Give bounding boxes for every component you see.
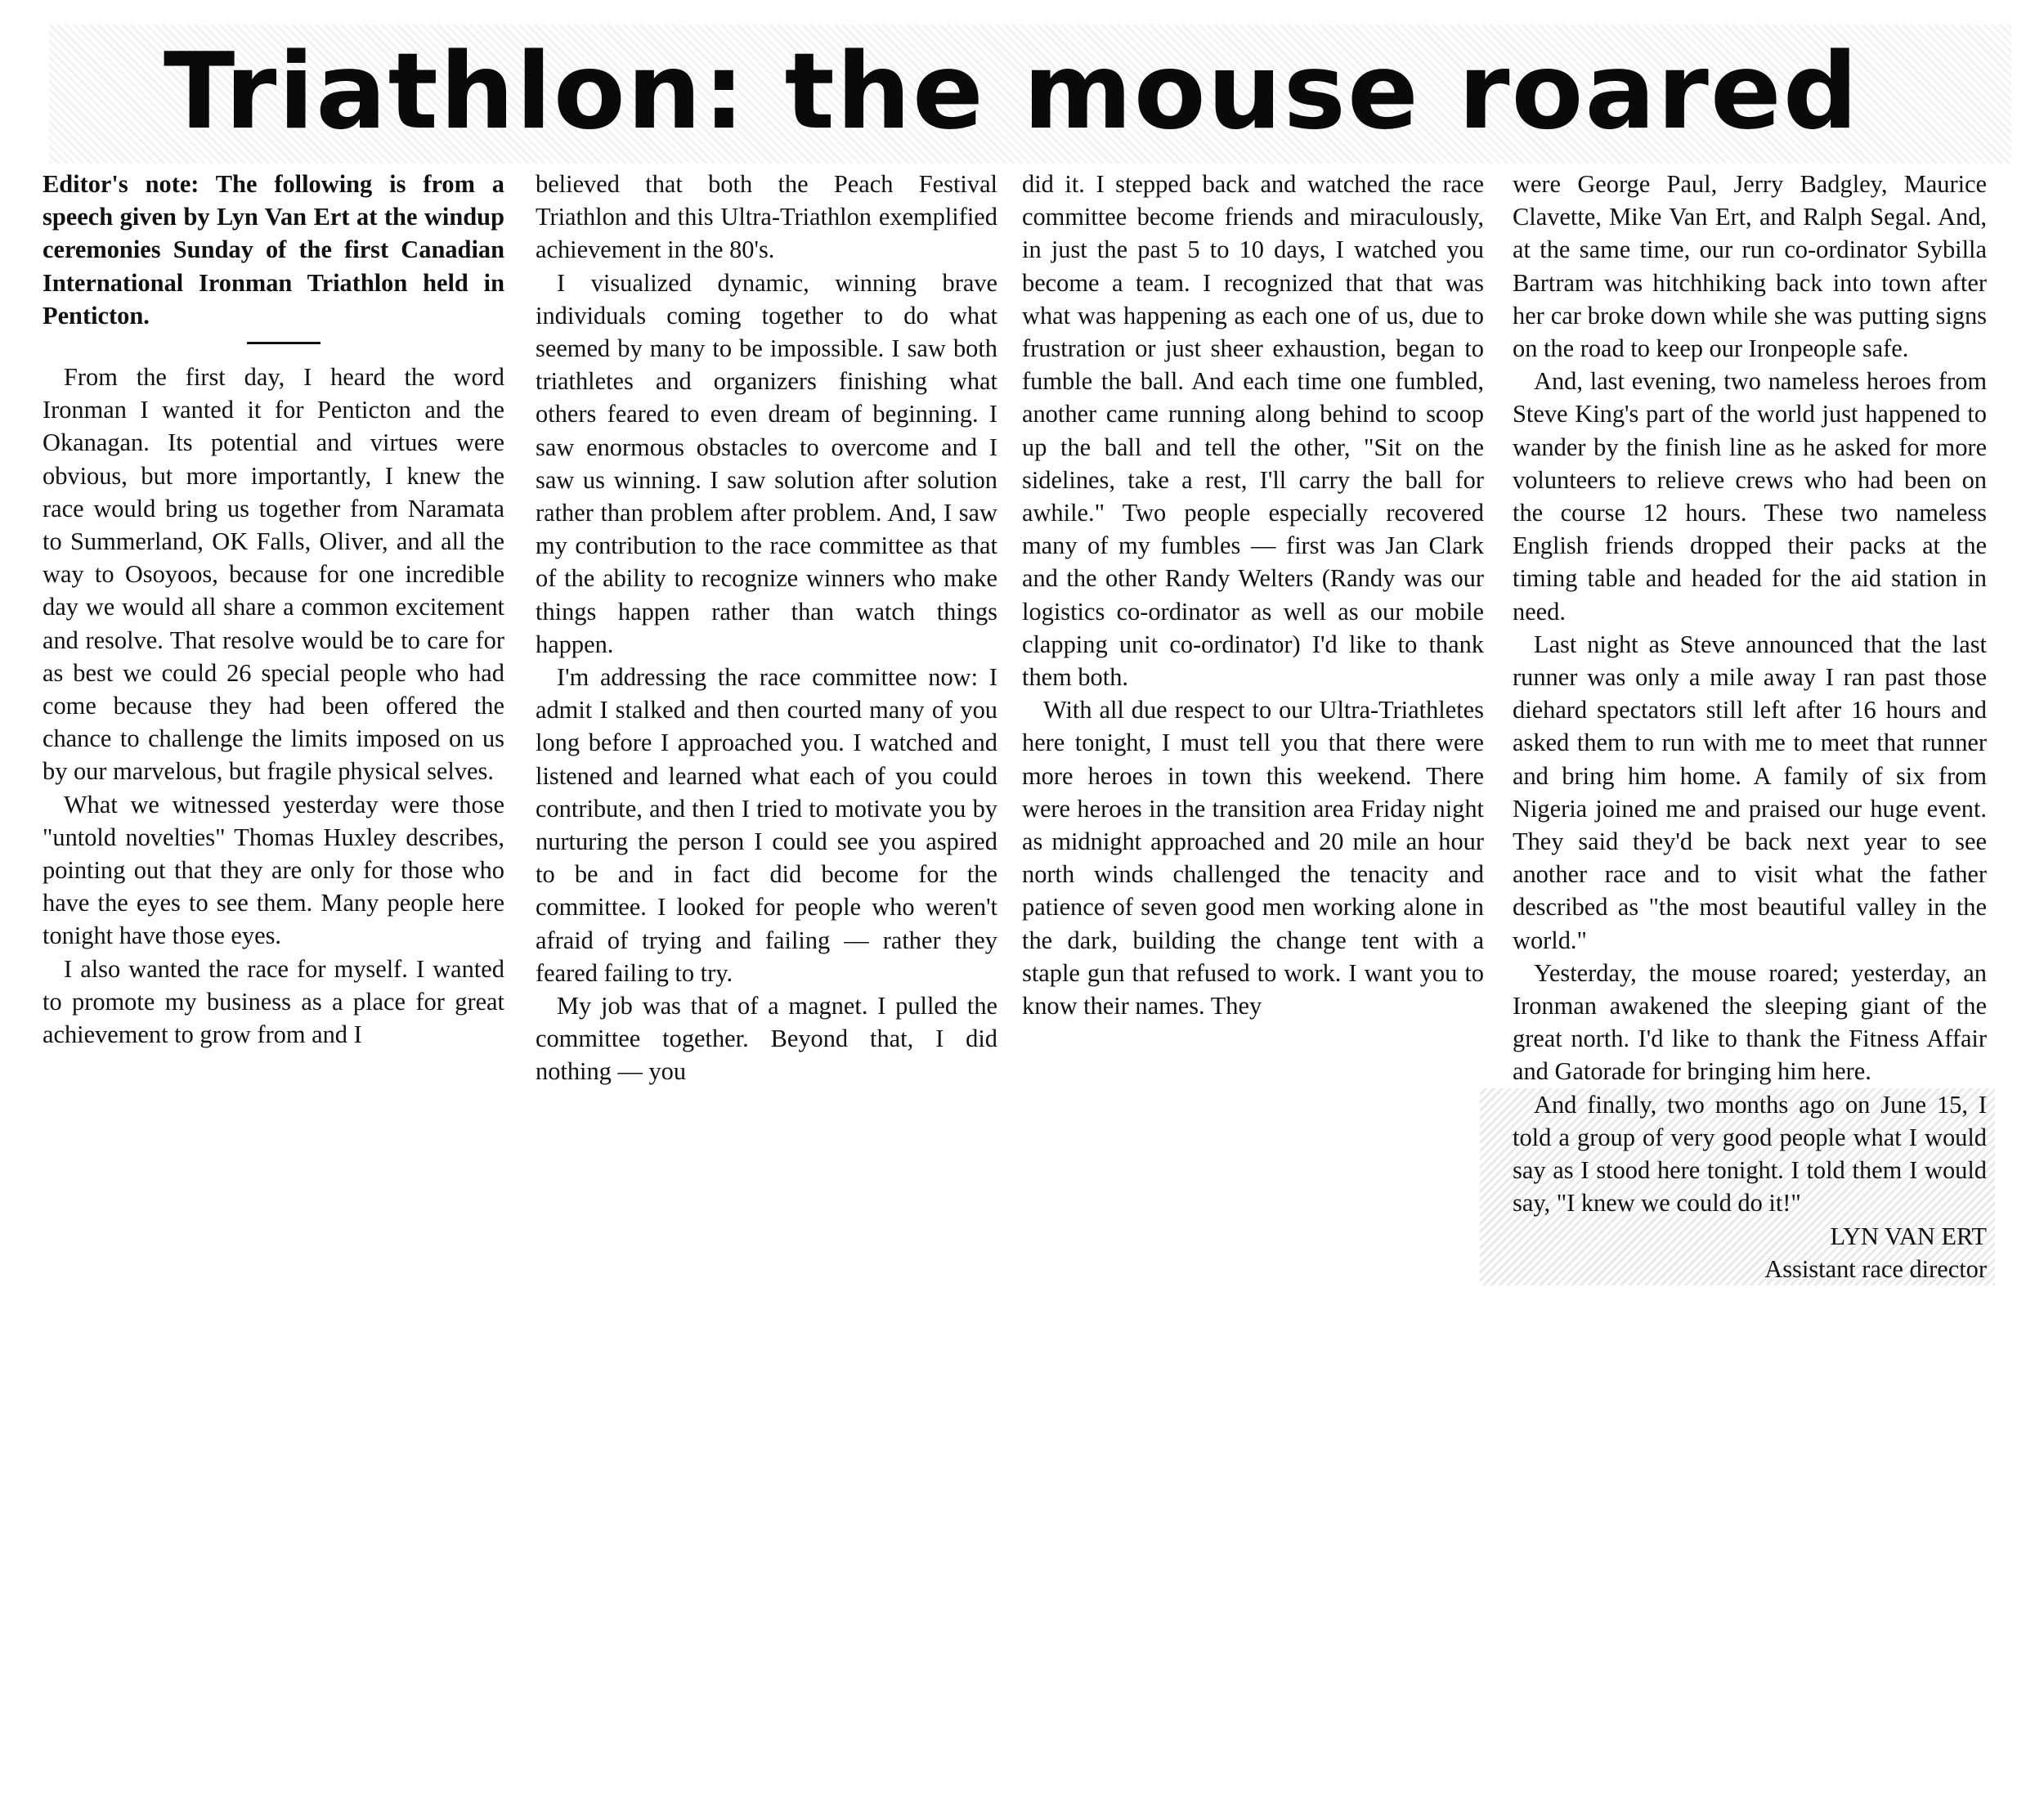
paragraph: Last night as Steve announced that the last runner was only a mile away I ran past those diehard spectators still left after 16 hours and asked them to run with me to meet that runner and bring him home. A family of six from Nigeria joined me and praised our huge event. They said they'd be back next year to see another race and to visit what the father described as "the most beautiful valley in the world." [1513,630,1987,954]
paragraph: With all due respect to our Ultra-Triathletes here tonight, I must tell you that there were more heroes in town this weekend. There were heroes in the transition area Friday night as midnight approached and 20 mile an hour north winds challenged the tenacity and patience of seven good men working alone in the dark, building the change tent with a staple gun that refused to work. I want you to know their names. They [1022,696,1484,1020]
paragraph: My job was that of a magnet. I pulled the committee together. Beyond that, I did nothing — you [536,992,997,1086]
paragraph: What we witnessed yesterday were those "untold novelties" Thomas Huxley describes, pointing out that they are only for those who have the eyes to see them. Many people here tonight have those eyes. [43,790,504,950]
headline-banner [49,25,2011,164]
paragraph: believed that both the Peach Festival Triathlon and this Ultra-Triathlon exemplified achievement in the 80's. [536,170,997,264]
paragraph: From the first day, I heard the word Ironman I wanted it for Penticton and the Okanagan. Its potential and virtues were obvious, but more importantly, I knew the race would bring us together from Naramata to Summerland, OK Falls, Oliver, and all the way to Osoyoos, because for one incredible day we would all share a common excitement and resolve. That resolve would be to care for as best we could 26 special people who had come because they had been offered the chance to challenge the limits imposed on us by our marvelous, but fragile physical selves. [43,363,504,786]
paragraph: And, last evening, two nameless heroes from Steve King's part of the world just happened to wander by the finish line as he asked for more volunteers to relieve crews who had been on the course 12 hours. These two nameless English friends dropped their packs at the timing table and headed for the aid station in need. [1513,367,1987,626]
column-3 [1022,168,1484,1022]
divider [247,342,320,344]
closing-block [1480,1088,1995,1285]
editors-note: Editor's note: The following is from a speech given by Lyn Van Ert at the windup ceremonies Sunday of the first Canadian International Ironman Triathlon held in Penticton. [43,170,504,330]
column-1 [43,168,504,1051]
paragraph: I'm addressing the race committee now: I admit I stalked and then courted many of you long before I approached you. I watched and listened and learned what each of you could contribute, and then I tried to motivate you by nurturing the person I could see you aspired to be and in fact did become for the committee. I looked for people who weren't afraid of trying and failing — rather they feared failing to try. [536,663,997,987]
paragraph: were George Paul, Jerry Badgley, Maurice Clavette, Mike Van Ert, and Ralph Segal. And, at the same time, our run co-ordinator Sybilla Bartram was hitchhiking back into town after her car broke down while she was putting signs on the road to keep our Ironpeople safe. [1513,170,1987,363]
signature-name: LYN VAN ERT [1830,1222,1987,1250]
paragraph: did it. I stepped back and watched the race committee become friends and miraculously, in just the past 5 to 10 days, I watched you become a team. I recognized that that was what was happening as each one of us, due to frustration or just sheer exhaustion, began to fumble the ball. And each time one fumbled, another came running along behind to scoop up the ball and tell the other, "Sit on the sidelines, take a rest, I'll carry the ball for awhile." Two people especially recovered many of my fumbles — first was Jan Clark and the other Randy Welters (Randy was our logistics co-ordinator as well as our mobile clapping unit co-ordinator) I'd like to thank them both. [1022,170,1484,692]
paragraph: And finally, two months ago on June 15, I told a group of very good people what I would say as I stood here tonight. I told them I would say, "I knew we could do it!" [1513,1090,1987,1218]
column-4 [1513,168,1987,1285]
signature-title: Assistant race director [1764,1254,1987,1283]
paragraph: I also wanted the race for myself. I wanted to promote my business as a place for great achievement to grow from and I [43,954,504,1049]
column-2 [536,168,997,1088]
headline: Triathlon: the mouse roared [164,31,1860,153]
paragraph: I visualized dynamic, winning brave individuals coming together to do what seemed by many to be impossible. I saw both triathletes and organizers finishing what others feared to even dream of beginning. I saw enormous obstacles to overcome and I saw us winning. I saw solution after solution rather than problem after problem. And, I saw my contribution to the race committee as that of the ability to recognize winners who make things happen rather than watch things happen. [536,268,997,658]
paragraph: Yesterday, the mouse roared; yesterday, an Ironman awakened the sleeping giant of the great north. I'd like to thank the Fitness Affair and Gatorade for bringing him here. [1513,958,1987,1086]
